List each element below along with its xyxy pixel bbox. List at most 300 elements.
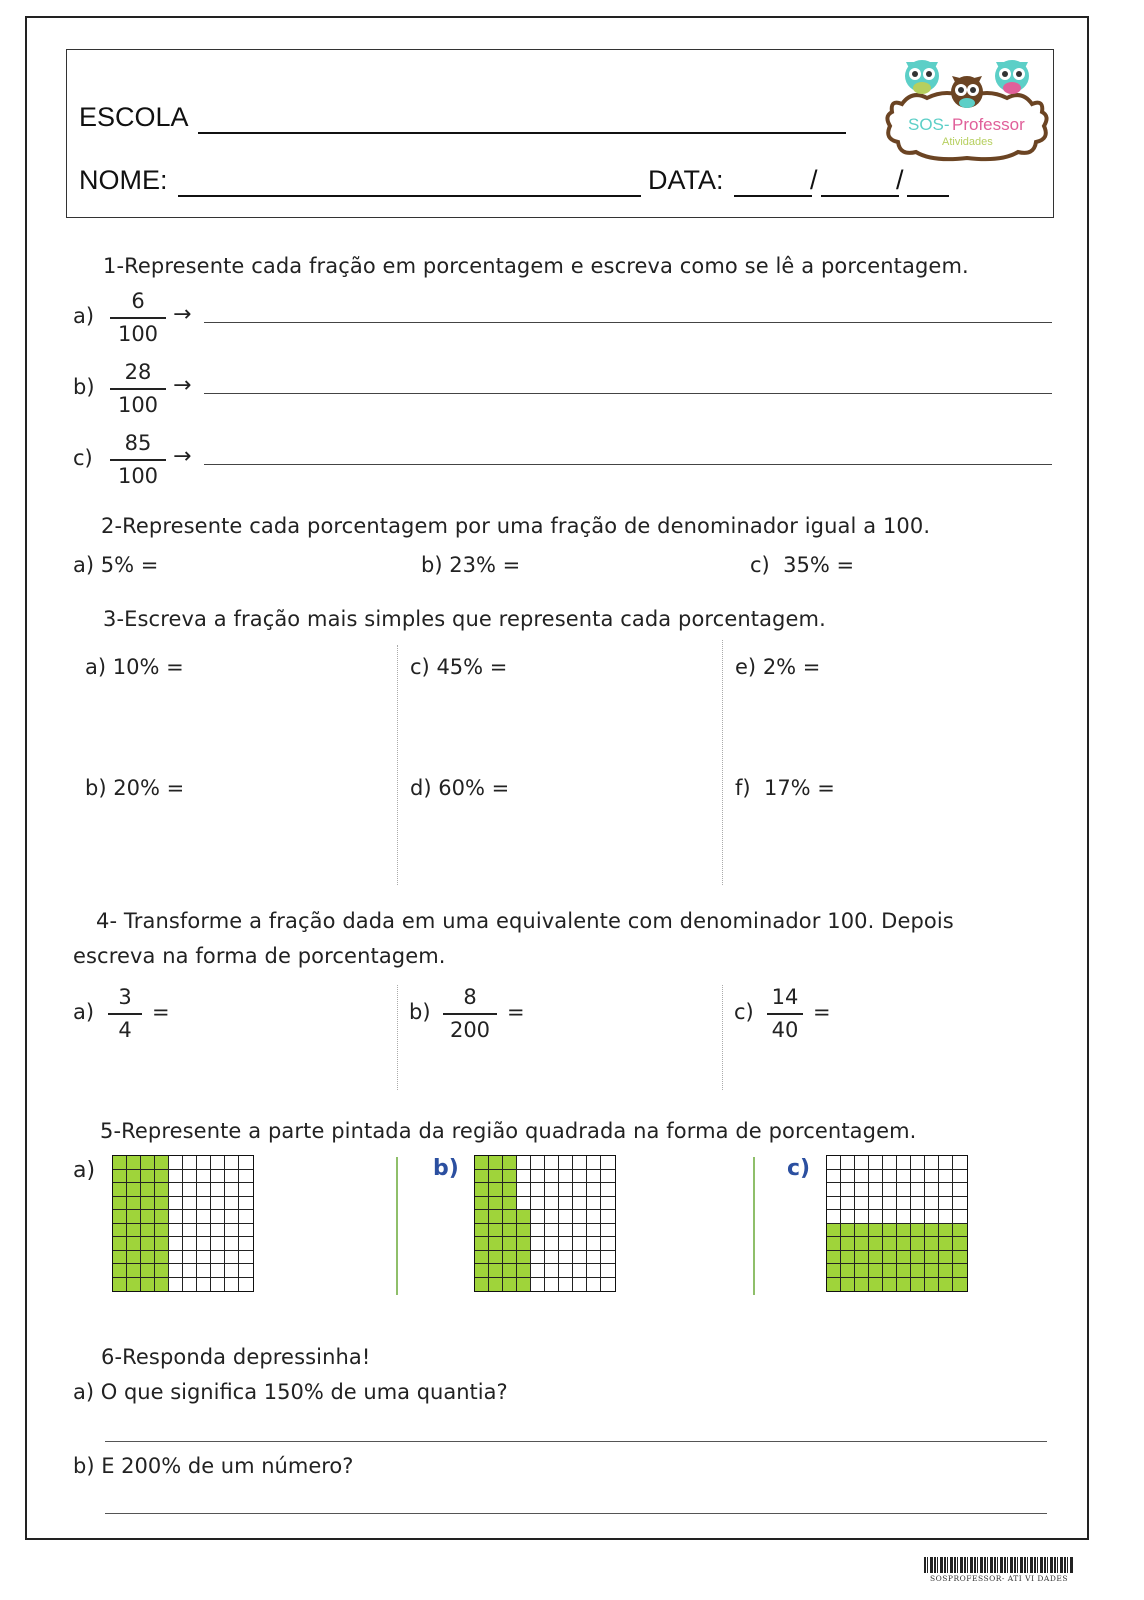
grid-cell — [827, 1156, 841, 1170]
grid-cell — [841, 1197, 855, 1211]
grid-cell — [911, 1170, 925, 1184]
grid-cell — [503, 1156, 517, 1170]
grid-cell — [827, 1251, 841, 1265]
q5-b-square-grid — [474, 1155, 616, 1292]
grid-cell — [573, 1278, 587, 1292]
grid-cell — [953, 1278, 967, 1292]
grid-cell — [197, 1251, 211, 1265]
grid-cell — [883, 1251, 897, 1265]
q1-b-fraction: 28 100 — [110, 360, 166, 417]
grid-cell — [841, 1237, 855, 1251]
grid-cell — [939, 1237, 953, 1251]
grid-cell — [503, 1170, 517, 1184]
grid-cell — [239, 1251, 253, 1265]
grid-cell — [911, 1156, 925, 1170]
grid-cell — [169, 1170, 183, 1184]
grid-cell — [127, 1183, 141, 1197]
grid-cell — [883, 1264, 897, 1278]
grid-cell — [239, 1264, 253, 1278]
grid-cell — [841, 1156, 855, 1170]
grid-cell — [559, 1237, 573, 1251]
q1-a-fraction: 6 100 — [110, 289, 166, 346]
grid-cell — [113, 1224, 127, 1238]
grid-cell — [559, 1264, 573, 1278]
grid-cell — [141, 1210, 155, 1224]
grid-cell — [141, 1197, 155, 1211]
grid-cell — [939, 1210, 953, 1224]
q4-b-label: b) — [409, 1000, 431, 1024]
grid-cell — [587, 1210, 601, 1224]
q4-a-label: a) — [73, 1000, 95, 1024]
grid-cell — [601, 1197, 615, 1211]
q5-title: 5-Represente a parte pintada da região quadrada na forma de porcentagem. — [100, 1119, 917, 1143]
grid-cell — [573, 1251, 587, 1265]
grid-cell — [211, 1197, 225, 1211]
grid-cell — [211, 1183, 225, 1197]
grid-cell — [197, 1278, 211, 1292]
grid-cell — [573, 1156, 587, 1170]
grid-cell — [573, 1264, 587, 1278]
grid-cell — [225, 1278, 239, 1292]
grid-cell — [911, 1197, 925, 1211]
grid-cell — [953, 1264, 967, 1278]
grid-cell — [953, 1183, 967, 1197]
grid-cell — [503, 1197, 517, 1211]
grid-cell — [517, 1251, 531, 1265]
grid-cell — [127, 1156, 141, 1170]
grid-cell — [855, 1278, 869, 1292]
grid-cell — [531, 1264, 545, 1278]
grid-cell — [517, 1237, 531, 1251]
grid-cell — [183, 1170, 197, 1184]
column-divider — [753, 1157, 755, 1295]
grid-cell — [911, 1264, 925, 1278]
name-label: NOME: — [79, 165, 168, 195]
grid-cell — [869, 1156, 883, 1170]
grid-cell — [503, 1251, 517, 1265]
grid-cell — [197, 1224, 211, 1238]
grid-cell — [239, 1278, 253, 1292]
grid-cell — [531, 1278, 545, 1292]
equals-sign: = — [152, 1000, 170, 1024]
grid-cell — [211, 1170, 225, 1184]
grid-cell — [925, 1278, 939, 1292]
grid-cell — [183, 1264, 197, 1278]
grid-cell — [587, 1224, 601, 1238]
grid-cell — [601, 1237, 615, 1251]
q3-d: d) 60% = — [410, 776, 510, 800]
grid-cell — [127, 1251, 141, 1265]
grid-cell — [827, 1183, 841, 1197]
grid-cell — [827, 1197, 841, 1211]
grid-cell — [141, 1170, 155, 1184]
grid-cell — [925, 1210, 939, 1224]
grid-cell — [113, 1237, 127, 1251]
grid-cell — [503, 1278, 517, 1292]
grid-cell — [225, 1210, 239, 1224]
q6-a: a) O que significa 150% de uma quantia? — [73, 1380, 508, 1404]
grid-cell — [911, 1251, 925, 1265]
grid-cell — [883, 1237, 897, 1251]
grid-cell — [531, 1170, 545, 1184]
grid-cell — [169, 1251, 183, 1265]
grid-cell — [855, 1224, 869, 1238]
q1-a-answer-line[interactable] — [204, 322, 1052, 323]
grid-cell — [489, 1197, 503, 1211]
grid-cell — [545, 1264, 559, 1278]
sos-professor-logo — [882, 54, 1052, 166]
grid-cell — [939, 1264, 953, 1278]
grid-cell — [897, 1251, 911, 1265]
grid-cell — [225, 1197, 239, 1211]
grid-cell — [211, 1264, 225, 1278]
q4-b-fraction: 8 200 — [443, 985, 497, 1042]
grid-cell — [489, 1237, 503, 1251]
grid-cell — [855, 1237, 869, 1251]
grid-cell — [841, 1278, 855, 1292]
grid-cell — [141, 1183, 155, 1197]
q6-b-answer-line[interactable] — [105, 1513, 1047, 1514]
grid-cell — [183, 1156, 197, 1170]
grid-cell — [127, 1170, 141, 1184]
grid-cell — [883, 1183, 897, 1197]
grid-cell — [545, 1197, 559, 1211]
grid-cell — [953, 1170, 967, 1184]
grid-cell — [883, 1156, 897, 1170]
q3-e: e) 2% = — [735, 655, 821, 679]
grid-cell — [475, 1210, 489, 1224]
grid-cell — [559, 1156, 573, 1170]
grid-cell — [141, 1264, 155, 1278]
grid-cell — [573, 1224, 587, 1238]
q3-title: 3-Escreva a fração mais simples que representa cada porcentagem. — [103, 607, 826, 631]
column-divider — [722, 985, 723, 1090]
grid-cell — [573, 1197, 587, 1211]
grid-cell — [113, 1278, 127, 1292]
grid-cell — [869, 1264, 883, 1278]
grid-cell — [169, 1224, 183, 1238]
grid-cell — [953, 1210, 967, 1224]
grid-cell — [939, 1278, 953, 1292]
grid-cell — [183, 1224, 197, 1238]
grid-cell — [169, 1156, 183, 1170]
grid-cell — [113, 1210, 127, 1224]
grid-cell — [503, 1183, 517, 1197]
equals-sign: = — [813, 1000, 831, 1024]
grid-cell — [559, 1224, 573, 1238]
grid-cell — [827, 1237, 841, 1251]
grid-cell — [489, 1210, 503, 1224]
grid-cell — [475, 1170, 489, 1184]
grid-cell — [897, 1210, 911, 1224]
grid-cell — [517, 1264, 531, 1278]
grid-cell — [587, 1278, 601, 1292]
grid-cell — [869, 1278, 883, 1292]
grid-cell — [531, 1183, 545, 1197]
grid-cell — [489, 1170, 503, 1184]
grid-cell — [503, 1210, 517, 1224]
grid-cell — [127, 1264, 141, 1278]
grid-cell — [559, 1183, 573, 1197]
grid-cell — [155, 1278, 169, 1292]
grid-cell — [113, 1183, 127, 1197]
q5-a-label: a) — [73, 1158, 96, 1183]
grid-cell — [489, 1183, 503, 1197]
grid-cell — [841, 1170, 855, 1184]
grid-cell — [489, 1251, 503, 1265]
grid-cell — [841, 1183, 855, 1197]
grid-cell — [113, 1156, 127, 1170]
q1-b-answer-line[interactable] — [204, 393, 1052, 394]
grid-cell — [559, 1278, 573, 1292]
grid-cell — [197, 1264, 211, 1278]
grid-cell — [601, 1264, 615, 1278]
logo-title-part2: Professor — [952, 115, 1025, 134]
grid-cell — [141, 1224, 155, 1238]
grid-cell — [225, 1224, 239, 1238]
q5-c-label: c) — [787, 1156, 811, 1181]
grid-cell — [155, 1224, 169, 1238]
grid-cell — [573, 1170, 587, 1184]
grid-cell — [155, 1197, 169, 1211]
grid-cell — [601, 1224, 615, 1238]
grid-cell — [127, 1197, 141, 1211]
logo-subtitle: Atividades — [942, 136, 993, 148]
grid-cell — [197, 1210, 211, 1224]
grid-cell — [155, 1210, 169, 1224]
school-field[interactable] — [198, 132, 846, 134]
q6-a-answer-line[interactable] — [105, 1441, 1047, 1442]
grid-cell — [211, 1224, 225, 1238]
grid-cell — [869, 1183, 883, 1197]
grid-cell — [517, 1210, 531, 1224]
grid-cell — [897, 1156, 911, 1170]
grid-cell — [489, 1224, 503, 1238]
grid-cell — [225, 1264, 239, 1278]
grid-cell — [155, 1156, 169, 1170]
q3-a: a) 10% = — [85, 655, 184, 679]
grid-cell — [239, 1156, 253, 1170]
grid-cell — [503, 1224, 517, 1238]
grid-cell — [939, 1251, 953, 1265]
grid-cell — [113, 1197, 127, 1211]
arrow-icon: → — [173, 302, 192, 327]
grid-cell — [869, 1197, 883, 1211]
grid-cell — [197, 1156, 211, 1170]
grid-cell — [587, 1251, 601, 1265]
grid-cell — [953, 1251, 967, 1265]
grid-cell — [169, 1183, 183, 1197]
grid-cell — [183, 1251, 197, 1265]
q4-c-fraction: 14 40 — [767, 985, 803, 1042]
q3-b: b) 20% = — [85, 776, 185, 800]
q5-c-square-grid — [826, 1155, 968, 1292]
q1-c-fraction: 85 100 — [110, 431, 166, 488]
grid-cell — [559, 1197, 573, 1211]
grid-cell — [827, 1170, 841, 1184]
grid-cell — [841, 1224, 855, 1238]
grid-cell — [169, 1264, 183, 1278]
grid-cell — [897, 1170, 911, 1184]
grid-cell — [953, 1224, 967, 1238]
grid-cell — [827, 1210, 841, 1224]
grid-cell — [113, 1170, 127, 1184]
q4-a-fraction: 3 4 — [108, 985, 142, 1042]
grid-cell — [855, 1183, 869, 1197]
grid-cell — [545, 1170, 559, 1184]
grid-cell — [517, 1224, 531, 1238]
grid-cell — [197, 1197, 211, 1211]
grid-cell — [475, 1278, 489, 1292]
grid-cell — [531, 1237, 545, 1251]
grid-cell — [545, 1278, 559, 1292]
q6-b: b) E 200% de um número? — [73, 1454, 354, 1478]
grid-cell — [517, 1170, 531, 1184]
grid-cell — [939, 1170, 953, 1184]
grid-cell — [587, 1170, 601, 1184]
grid-cell — [239, 1237, 253, 1251]
date-year-field[interactable] — [907, 195, 949, 197]
grid-cell — [183, 1210, 197, 1224]
grid-cell — [883, 1224, 897, 1238]
grid-cell — [545, 1156, 559, 1170]
grid-cell — [489, 1264, 503, 1278]
grid-cell — [911, 1210, 925, 1224]
grid-cell — [141, 1251, 155, 1265]
grid-cell — [939, 1183, 953, 1197]
grid-cell — [855, 1170, 869, 1184]
grid-cell — [545, 1183, 559, 1197]
grid-cell — [869, 1237, 883, 1251]
grid-cell — [855, 1251, 869, 1265]
grid-cell — [127, 1237, 141, 1251]
grid-cell — [587, 1237, 601, 1251]
grid-cell — [925, 1264, 939, 1278]
grid-cell — [869, 1210, 883, 1224]
name-field[interactable] — [178, 195, 641, 197]
grid-cell — [155, 1183, 169, 1197]
column-divider — [396, 1157, 398, 1295]
q3-c: c) 45% = — [410, 655, 508, 679]
grid-cell — [475, 1264, 489, 1278]
grid-cell — [489, 1278, 503, 1292]
grid-cell — [953, 1156, 967, 1170]
page-border — [25, 16, 1089, 1540]
grid-cell — [197, 1183, 211, 1197]
grid-cell — [897, 1264, 911, 1278]
q1-a-label: a) — [73, 304, 95, 328]
grid-cell — [141, 1156, 155, 1170]
q1-c-answer-line[interactable] — [204, 464, 1052, 465]
q2-title: 2-Represente cada porcentagem por uma fração de denominador igual a 100. — [101, 514, 931, 538]
q2-c: c) 35% = — [750, 553, 855, 577]
grid-cell — [503, 1264, 517, 1278]
grid-cell — [169, 1210, 183, 1224]
grid-cell — [225, 1156, 239, 1170]
grid-cell — [897, 1237, 911, 1251]
grid-cell — [587, 1156, 601, 1170]
grid-cell — [855, 1264, 869, 1278]
grid-cell — [475, 1251, 489, 1265]
q1-title: 1-Represente cada fração em porcentagem e escreva como se lê a porcentagem. — [103, 254, 969, 278]
grid-cell — [869, 1251, 883, 1265]
grid-cell — [953, 1237, 967, 1251]
grid-cell — [545, 1224, 559, 1238]
grid-cell — [573, 1237, 587, 1251]
grid-cell — [197, 1237, 211, 1251]
grid-cell — [925, 1156, 939, 1170]
grid-cell — [827, 1264, 841, 1278]
grid-cell — [113, 1251, 127, 1265]
date-month-field[interactable] — [821, 195, 899, 197]
grid-cell — [239, 1224, 253, 1238]
grid-cell — [183, 1183, 197, 1197]
grid-cell — [239, 1197, 253, 1211]
grid-cell — [939, 1224, 953, 1238]
grid-cell — [897, 1278, 911, 1292]
q5-b-label: b) — [433, 1156, 459, 1181]
grid-cell — [827, 1278, 841, 1292]
grid-cell — [897, 1224, 911, 1238]
grid-cell — [475, 1224, 489, 1238]
grid-cell — [925, 1251, 939, 1265]
grid-cell — [869, 1224, 883, 1238]
grid-cell — [601, 1251, 615, 1265]
grid-cell — [911, 1237, 925, 1251]
grid-cell — [545, 1251, 559, 1265]
grid-cell — [169, 1197, 183, 1211]
column-divider — [397, 645, 398, 885]
barcode-icon — [924, 1557, 1074, 1573]
q1-c-label: c) — [73, 446, 93, 470]
grid-cell — [883, 1278, 897, 1292]
grid-cell — [127, 1210, 141, 1224]
grid-cell — [211, 1156, 225, 1170]
grid-cell — [925, 1183, 939, 1197]
owls-icon — [882, 54, 1052, 166]
grid-cell — [587, 1197, 601, 1211]
grid-cell — [883, 1197, 897, 1211]
grid-cell — [127, 1224, 141, 1238]
grid-cell — [897, 1183, 911, 1197]
grid-cell — [155, 1170, 169, 1184]
date-day-field[interactable] — [734, 195, 812, 197]
equals-sign: = — [507, 1000, 525, 1024]
grid-cell — [531, 1251, 545, 1265]
grid-cell — [531, 1197, 545, 1211]
column-divider — [722, 640, 723, 885]
grid-cell — [183, 1197, 197, 1211]
grid-cell — [489, 1156, 503, 1170]
grid-cell — [517, 1278, 531, 1292]
grid-cell — [503, 1237, 517, 1251]
school-label: ESCOLA — [79, 102, 189, 132]
grid-cell — [141, 1237, 155, 1251]
grid-cell — [869, 1170, 883, 1184]
grid-cell — [925, 1197, 939, 1211]
grid-cell — [911, 1278, 925, 1292]
q4-title-line2: escreva na forma de porcentagem. — [73, 944, 446, 968]
grid-cell — [911, 1183, 925, 1197]
grid-cell — [211, 1251, 225, 1265]
q2-a: a) 5% = — [73, 553, 159, 577]
grid-cell — [197, 1170, 211, 1184]
grid-cell — [517, 1197, 531, 1211]
grid-cell — [155, 1237, 169, 1251]
grid-cell — [475, 1156, 489, 1170]
grid-cell — [113, 1264, 127, 1278]
grid-cell — [239, 1170, 253, 1184]
